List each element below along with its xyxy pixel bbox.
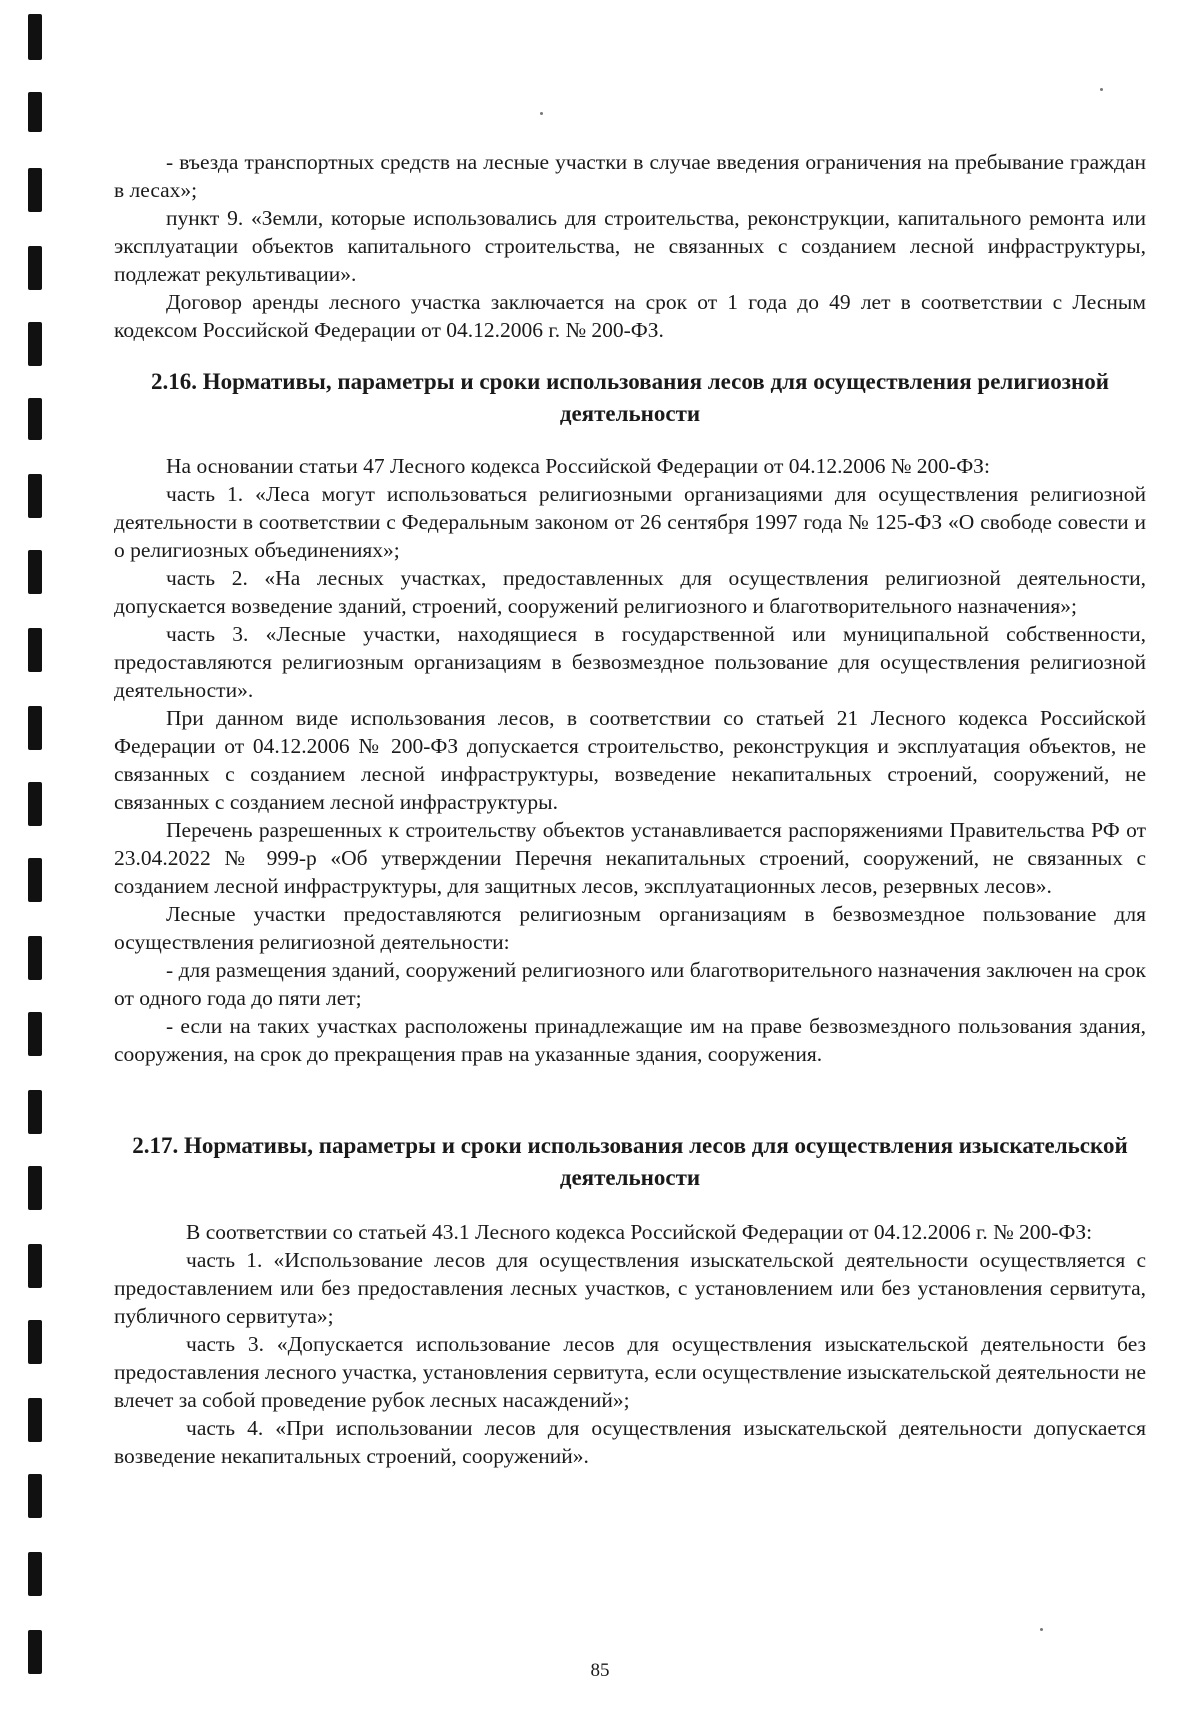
- binding-mark: [28, 168, 42, 212]
- paragraph: часть 3. «Лесные участки, находящиеся в государственной или муниципальной собственности, предоставляются религиозным организациям в безвозмездное пользование для осуществления религиозной деятельности».: [114, 622, 1146, 702]
- binding-mark: [28, 782, 42, 826]
- binding-mark: [28, 1244, 42, 1288]
- binding-mark: [28, 92, 42, 132]
- paragraph: пункт 9. «Земли, которые использовались для строительства, реконструкции, капитального ремонта или эксплуатации объектов капитального строительства, не связанных с созданием лесной инфраструктуры, подлежат рекультивации».: [114, 206, 1146, 286]
- paragraph: - въезда транспортных средств на лесные участки в случае введения ограничения на пребывание граждан в лесах»;: [114, 150, 1146, 202]
- paragraph: В соответствии со статьей 43.1 Лесного кодекса Российской Федерации от 04.12.2006 г. № 200-ФЗ:: [186, 1220, 1093, 1244]
- binding-mark: [28, 550, 42, 594]
- scan-speck: [1040, 1628, 1043, 1631]
- binding-mark: [28, 474, 42, 518]
- binding-mark: [28, 1166, 42, 1210]
- paragraph: При данном виде использования лесов, в соответствии со статьей 21 Лесного кодекса Российской Федерации от 04.12.2006 № 200-ФЗ допускается строительство, реконструкция и эксплуатация объектов, не связанных с созданием лесной инфраструктуры, возведение некапитальных строений, сооружений, не связанных с созданием лесной инфраструктуры.: [114, 706, 1146, 814]
- scan-speck: [1100, 88, 1103, 91]
- binding-mark: [28, 858, 42, 902]
- binding-mark: [28, 14, 42, 60]
- document-page: [114, 148, 1146, 1470]
- binding-mark: [28, 628, 42, 672]
- scan-speck: [540, 112, 543, 115]
- page-number: 85: [590, 1660, 610, 1681]
- paragraph: часть 4. «При использовании лесов для осуществления изыскательской деятельности допускается возведение некапитальных строений, сооружений».: [114, 1416, 1146, 1468]
- section-heading-2-17: 2.17. Нормативы, параметры и сроки использования лесов для осуществления изыскательской деятельности: [132, 1133, 1128, 1190]
- binding-mark: [28, 1552, 42, 1596]
- binding-mark: [28, 246, 42, 290]
- intro-block: [114, 148, 1146, 344]
- section-2-17: [114, 1218, 1146, 1470]
- paragraph: - если на таких участках расположены принадлежащие им на праве безвозмездного пользования здания, сооружения, на срок до прекращения прав на указанные здания, сооружения.: [114, 1014, 1146, 1066]
- section-heading-2-16: 2.16. Нормативы, параметры и сроки использования лесов для осуществления религиозной деятельности: [150, 369, 1110, 426]
- paragraph: Лесные участки предоставляются религиозным организациям в безвозмездное пользование для осуществления религиозной деятельности:: [114, 902, 1146, 954]
- binding-mark: [28, 1090, 42, 1134]
- paragraph: Перечень разрешенных к строительству объектов устанавливается распоряжениями Правительства РФ от 23.04.2022 № 999-р «Об утверждении Перечня некапитальных строений, сооружений, не связанных с созданием лесной инфраструктуры, для защитных лесов, эксплуатационных лесов, резервных лесов».: [114, 818, 1146, 898]
- binding-mark: [28, 322, 42, 366]
- binding-mark: [28, 706, 42, 750]
- paragraph: Договор аренды лесного участка заключается на срок от 1 года до 49 лет в соответствии с Лесным кодексом Российской Федерации от 04.12.2006 г. № 200-ФЗ.: [114, 290, 1146, 342]
- paragraph: На основании статьи 47 Лесного кодекса Российской Федерации от 04.12.2006 № 200-ФЗ:: [166, 454, 990, 478]
- paragraph: часть 1. «Использование лесов для осуществления изыскательской деятельности осуществляется с предоставлением или без предоставления лесных участков, с установлением или без установления сервитута, публичного сервитута»;: [114, 1248, 1146, 1328]
- section-2-16: [114, 452, 1146, 1068]
- binding-mark: [28, 1474, 42, 1518]
- paragraph: часть 1. «Леса могут использоваться религиозными организациями для осуществления религиозной деятельности в соответствии с Федеральным законом от 26 сентября 1997 года № 125-ФЗ «О свободе совести и о религиозных объединениях»;: [114, 482, 1146, 562]
- binding-mark: [28, 936, 42, 980]
- binding-holes: [28, 0, 44, 1713]
- binding-mark: [28, 1012, 42, 1056]
- paragraph: часть 3. «Допускается использование лесов для осуществления изыскательской деятельности без предоставления лесного участка, установления сервитута, если осуществление изыскательской деятельности не влечет за собой проведение рубок лесных насаждений»;: [114, 1332, 1146, 1412]
- binding-mark: [28, 398, 42, 440]
- paragraph: часть 2. «На лесных участках, предоставленных для осуществления религиозной деятельности, допускается возведение зданий, строений, сооружений религиозного и благотворительного назначения»;: [114, 566, 1146, 618]
- paragraph: - для размещения зданий, сооружений религиозного или благотворительного назначения заключен на срок от одного года до пяти лет;: [114, 958, 1146, 1010]
- binding-mark: [28, 1398, 42, 1442]
- binding-mark: [28, 1320, 42, 1364]
